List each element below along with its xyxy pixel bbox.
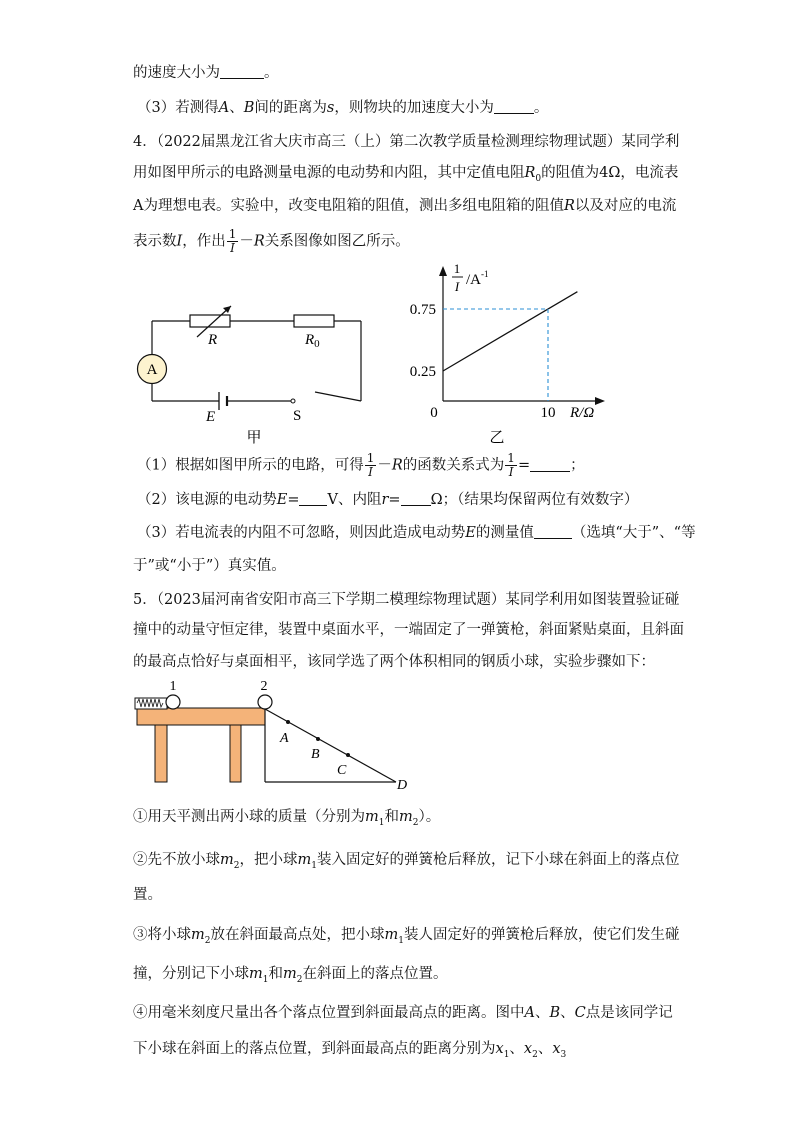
ylabel-num: 1 (453, 261, 461, 276)
label-S: S (293, 408, 302, 424)
tabletop (137, 708, 265, 725)
q4-intro-line4: 表示数I，作出 $\frac{1}{I}$ －R关系图像如图乙所示。 (133, 227, 410, 255)
table-leg (155, 725, 167, 782)
resistor-R0 (294, 315, 334, 327)
collision-apparatus-figure (130, 678, 420, 794)
ylabel-unit: $/A^{-1}$ (466, 269, 489, 288)
q5-step4-cont: 下小球在斜面上的落点位置，到斜面最高点的距离分别为$x_1$、$x_2$、$x_3$ (133, 1041, 567, 1060)
q5-intro-line2: 撞中的动量守恒定律，装置中桌面水平，一端固定了一弹簧枪，斜面紧贴桌面，且斜面 (133, 622, 684, 638)
label-E: E (206, 409, 216, 425)
landing-point-A (286, 720, 290, 724)
label-D: D (397, 778, 408, 793)
x-axis-arrow (595, 397, 605, 405)
label-A: A (280, 731, 289, 746)
ball-2 (258, 695, 272, 709)
label-C: C (337, 763, 347, 778)
q3-line1: 的速度大小为 。 (133, 65, 279, 81)
q5-step1: ①用天平测出两小球的质量（分别为$m_1$和$m_2$）。 (133, 809, 441, 828)
q4-part3-cont: 于”或“小于”）真实值。 (133, 558, 286, 574)
switch-contact (291, 399, 295, 403)
landing-point-C (346, 753, 350, 757)
caption-yi: 乙 (489, 430, 505, 446)
q4-part1: （1）根据如图甲所示的电路，可得 $\frac{1}{I}$ －R的函数关系式为 $\frac{1}{I}$ = ； (137, 451, 585, 479)
fraction-1-over-I: $\frac{1}{I}$ (228, 227, 237, 255)
x-tick-10: 10 (540, 405, 556, 421)
table-leg (230, 725, 241, 782)
answer-blank[interactable] (494, 98, 534, 114)
landing-point-B (316, 737, 320, 741)
answer-blank[interactable] (220, 63, 264, 79)
answer-blank[interactable] (401, 490, 431, 506)
answer-blank[interactable] (299, 490, 327, 506)
xlabel: R/Ω (570, 405, 595, 421)
q4-part2: （2）该电源的电动势E= V、内阻r= Ω；（结果均保留两位有效数字） (137, 492, 639, 508)
label-ball-2: 2 (260, 679, 268, 694)
ammeter-label: A (146, 362, 158, 378)
circuit-diagram (133, 300, 378, 450)
q5-step2-cont: 置。 (133, 887, 162, 903)
y-axis-arrow (439, 266, 447, 276)
y-tick-025: 0.25 (409, 364, 436, 380)
ball-1 (166, 695, 180, 709)
q4-header: 4．（2022届黑龙江省大庆市高三（上）第二次教学质量检测理综物理试题）某同学利 (133, 134, 680, 150)
answer-blank[interactable] (530, 456, 570, 472)
q5-step3-cont: 撞，分别记下小球$m_1$和$m_2$在斜面上的落点位置。 (133, 966, 448, 985)
ylabel-den: I (454, 279, 460, 294)
plot-area (443, 292, 577, 401)
q4-intro-line3: A为理想电表。实验中，改变电阻箱的阻值，测出多组电阻箱的阻值R以及对应的电流 (133, 198, 677, 214)
label-R0: $R_0$ (305, 332, 320, 350)
caption-jia: 甲 (246, 430, 262, 446)
label-R: R (208, 332, 218, 348)
series-line (443, 292, 577, 371)
q4-part3: （3）若电流表的内阻不可忽略，则因此造成电动势E的测量值 （选填“大于”、“等 (137, 525, 696, 541)
label-B: B (311, 747, 320, 762)
q5-header: 5．（2023届河南省安阳市高三下学期二模理综物理试题）某同学利用如图装置验证碰 (133, 592, 680, 608)
origin-label: 0 (430, 405, 438, 421)
graph-1-over-I-vs-R (400, 256, 610, 448)
q5-step3: ③将小球$m_2$放在斜面最高点处，把小球$m_1$装人固定好的弹簧枪后释放，使它们发生碰 (133, 927, 680, 946)
q3-part3: （3）若测得A、B间的距离为s，则物块的加速度大小为 。 (137, 100, 549, 116)
label-ball-1: 1 (169, 679, 177, 694)
y-tick-075: 0.75 (409, 302, 436, 318)
q4-intro-line2: 用如图甲所示的电路测量电源的电动势和内阻，其中定值电阻$R_0$的阻值为4Ω，电流表 (133, 165, 679, 184)
q5-step4: ④用毫米刻度尺量出各个落点位置到斜面最高点的距离。图中A、B、C点是该同学记 (133, 1005, 673, 1021)
q5-step2: ②先不放小球$m_2$，把小球$m_1$装入固定好的弹簧枪后释放，记下小球在斜面上的落点位 (133, 852, 680, 871)
q5-intro-line3: 的最高点恰好与桌面相平，该同学选了两个体积相同的钢质小球，实验步骤如下： (133, 654, 655, 670)
answer-blank[interactable] (534, 523, 572, 539)
